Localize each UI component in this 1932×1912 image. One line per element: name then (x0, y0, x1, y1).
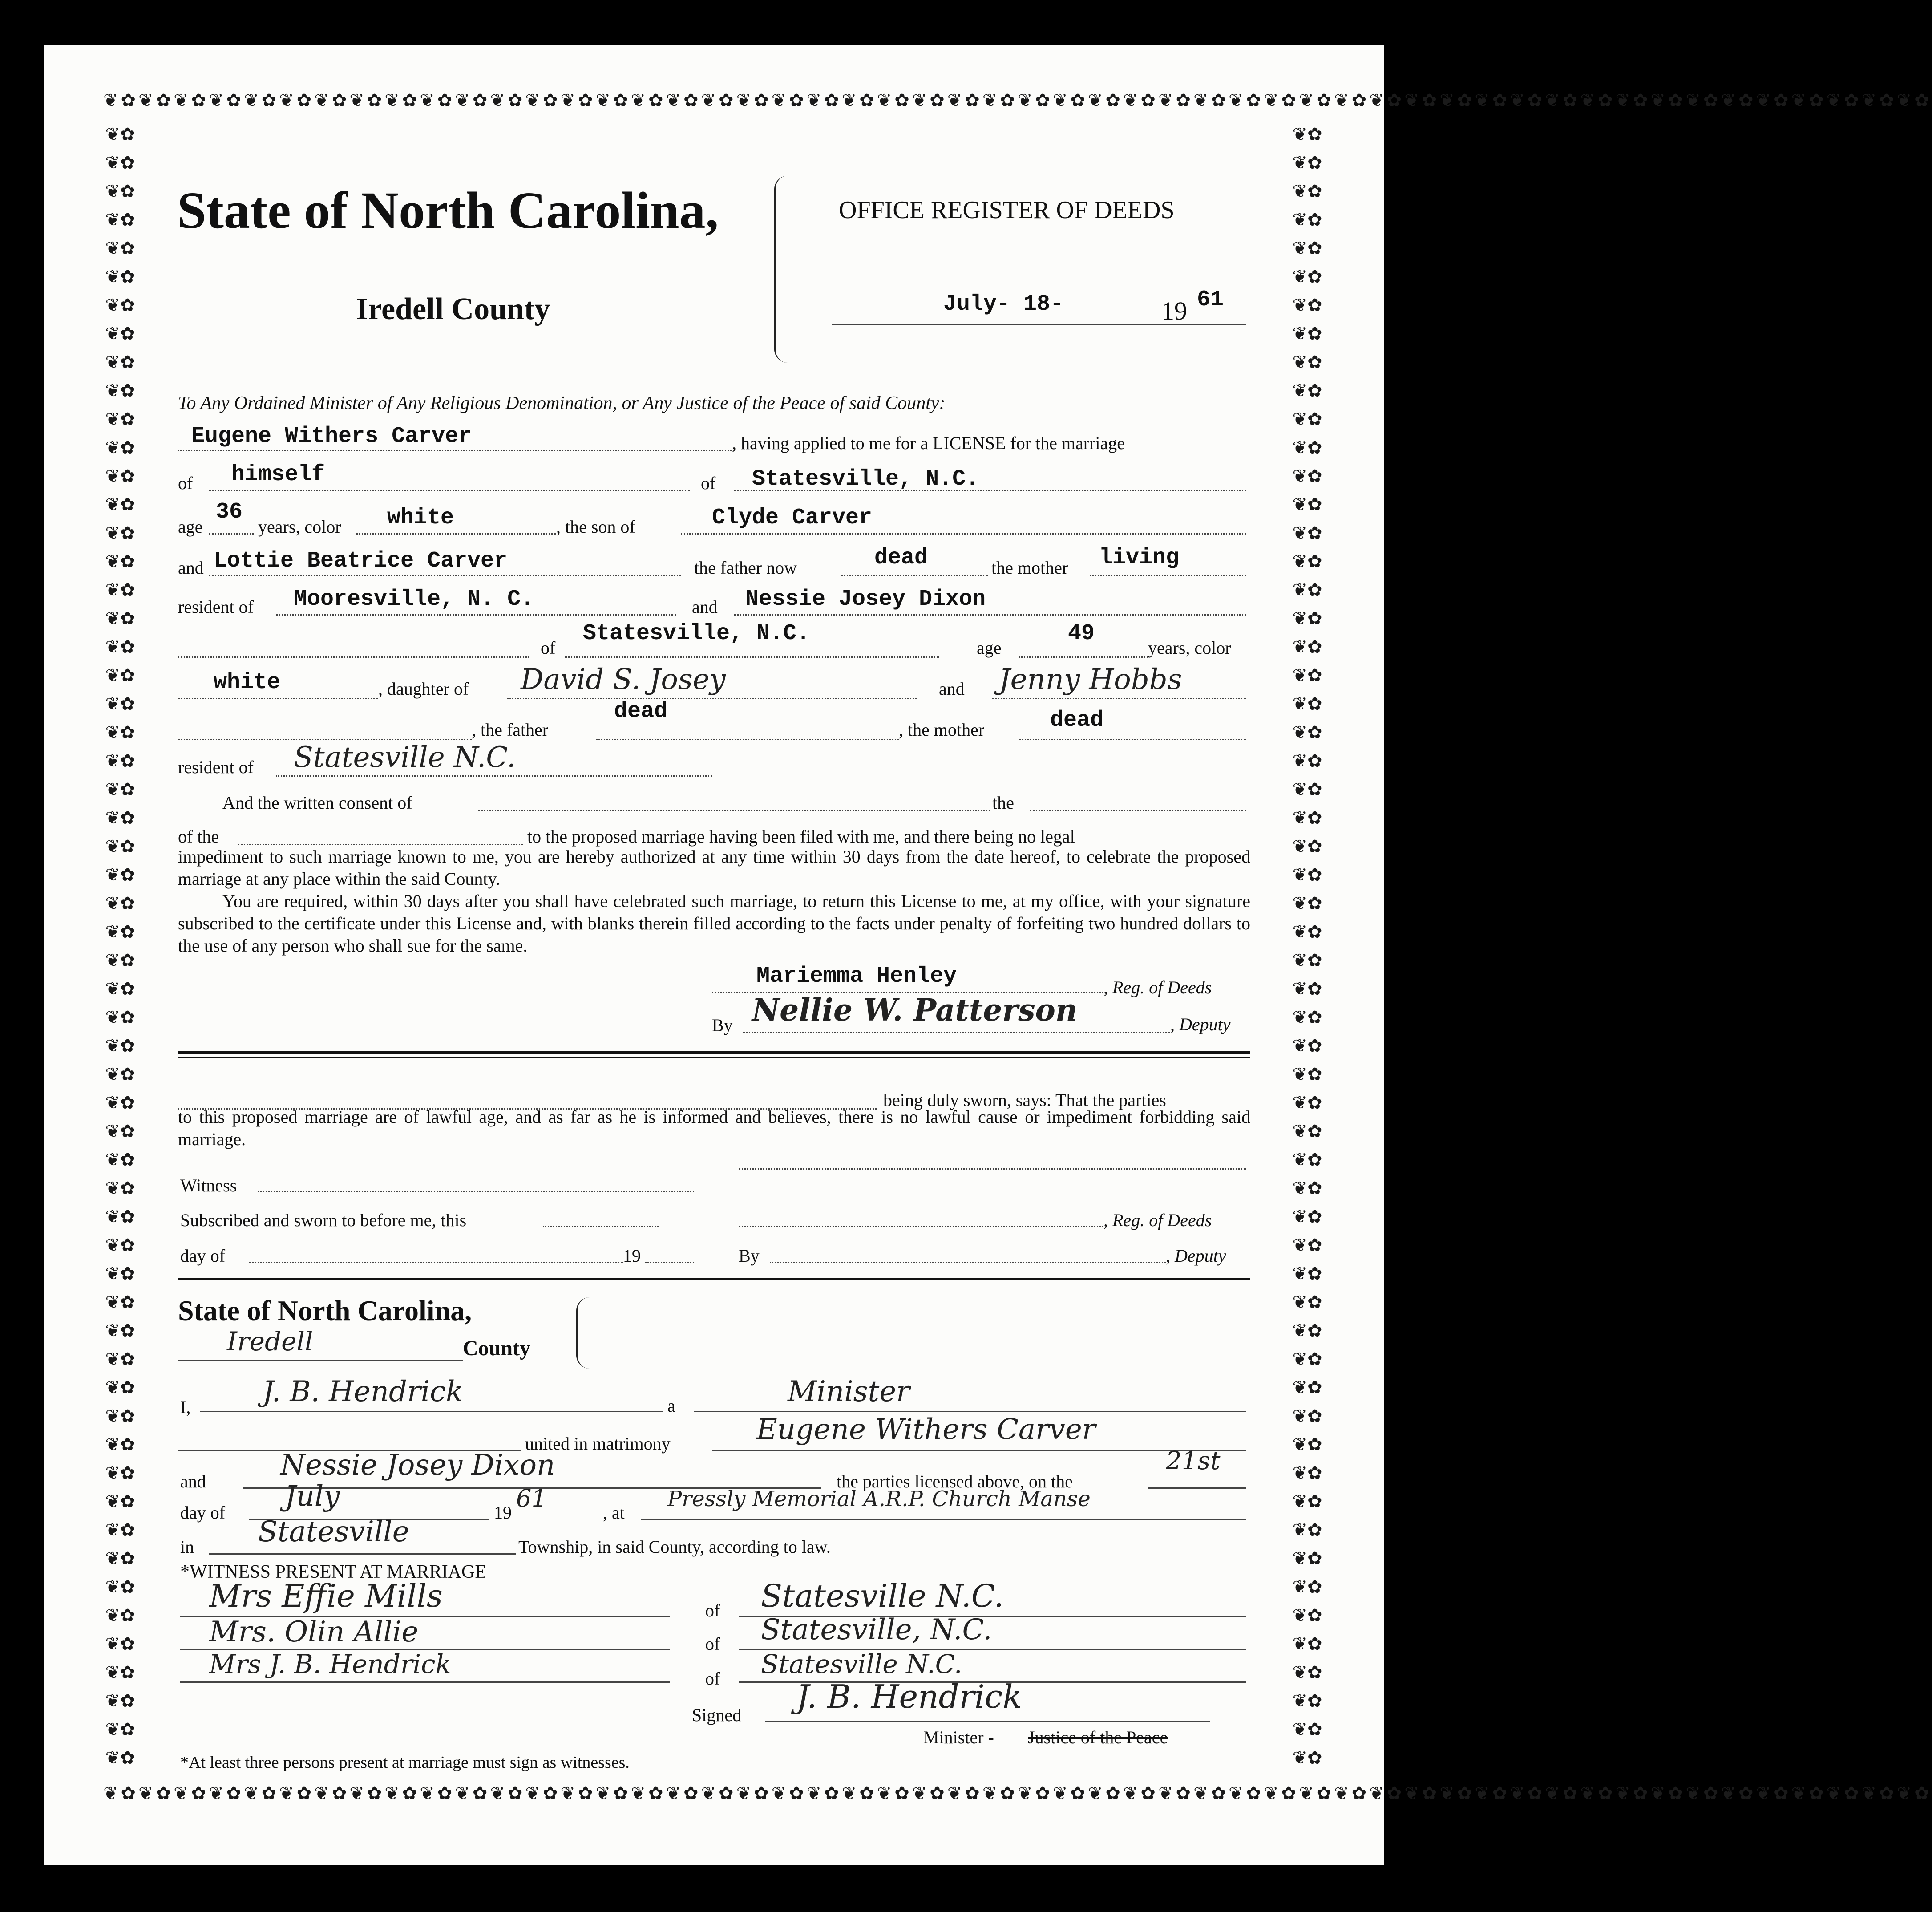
label: of (178, 473, 193, 493)
license-date: July- 18- (943, 292, 1064, 317)
line (992, 698, 1246, 699)
label: of (541, 638, 556, 658)
label: the mother (991, 558, 1068, 578)
bride-parents-residence: Statesville N.C. (294, 741, 516, 774)
line (841, 575, 988, 576)
line (178, 739, 472, 740)
line (276, 775, 712, 777)
bride-color: white (214, 670, 281, 695)
line (356, 533, 556, 535)
line (1148, 1487, 1246, 1489)
line (770, 1262, 1166, 1263)
line (180, 1681, 670, 1683)
label: Subscribed and sworn to before me, this (180, 1210, 467, 1230)
line (1090, 575, 1246, 576)
label: , Deputy (1170, 1014, 1231, 1034)
line (178, 656, 529, 658)
witness-city: Statesville N.C. (761, 1578, 1004, 1614)
deputy-signature: Nellie W. Patterson (752, 992, 1078, 1028)
label: , Deputy (1166, 1246, 1226, 1266)
groom-color: white (387, 505, 454, 531)
label: a (667, 1396, 675, 1416)
line (681, 533, 1246, 535)
line (258, 1191, 694, 1192)
bride-father: David S. Josey (521, 663, 726, 696)
marriage-place: Pressly Memorial A.R.P. Church Manse (667, 1487, 1091, 1511)
return-instructions: You are required, within 30 days after you shall have celebrated such marriage, to return this License to me, at my office, with your signature subscribed to the certificate under this License and, with blanks therein filled according to the facts under penalty of forfeiting two hundred dollars to the use of any person who shall sue for the same. (178, 891, 1250, 956)
bride-father-status: dead (614, 699, 668, 724)
label: , the father (472, 720, 549, 740)
officiant-name: J. B. Hendrick (263, 1375, 463, 1408)
label: and (692, 597, 718, 617)
label: , at (603, 1503, 625, 1523)
line (209, 1553, 516, 1555)
ornamental-border-bottom: ❦✿❦✿❦✿❦✿❦✿❦✿❦✿❦✿❦✿❦✿❦✿❦✿❦✿❦✿❦✿❦✿❦✿❦✿❦✿❦✿❦✿❦✿❦✿❦✿❦✿❦✿❦✿❦✿❦✿❦✿❦✿❦✿❦✿❦✿❦✿❦✿❦✿❦✿❦✿❦✿❦✿❦✿❦✿❦✿❦✿❦✿❦✿❦✿❦✿❦✿❦✿❦✿ (103, 1783, 1932, 1804)
line (249, 1262, 623, 1263)
witness-name: Mrs. Olin Allie (209, 1616, 419, 1649)
label: the (992, 793, 1014, 813)
line (1019, 656, 1148, 658)
line (478, 810, 990, 811)
line (200, 1411, 663, 1412)
bride-age: 49 (1068, 621, 1095, 646)
label: in (180, 1537, 194, 1557)
line (765, 1721, 1210, 1722)
label: of (701, 473, 716, 493)
line (178, 1360, 463, 1361)
marriage-year: 61 (516, 1484, 547, 1512)
line (276, 614, 676, 616)
date-line (832, 324, 1246, 325)
label: the parties licensed above, on the (837, 1471, 1073, 1491)
label: , Reg. of Deeds (1103, 977, 1212, 997)
line (739, 1226, 1103, 1227)
line (507, 698, 917, 699)
witness-heading: *WITNESS PRESENT AT MARRIAGE (180, 1562, 487, 1582)
line (743, 1032, 1170, 1033)
label: and (939, 679, 965, 699)
label: By (712, 1015, 733, 1035)
register-name: Mariemma Henley (756, 964, 957, 989)
line (734, 490, 1246, 491)
line (238, 844, 523, 845)
consent-label: And the written consent of (222, 793, 412, 813)
groom-age: 36 (216, 499, 243, 525)
authorization-text: impediment to such marriage known to me, you are hereby authorized at any time within 30 days from the date hereof, to celebrate the proposed marriage at any place within the said County. (178, 847, 1250, 889)
label: I, (180, 1397, 191, 1417)
applicant-name: Eugene Withers Carver (191, 424, 472, 449)
groom-father-status: dead (874, 545, 928, 571)
township-name: Statesville (258, 1515, 409, 1548)
county-heading: Iredell County (356, 292, 550, 326)
salutation: To Any Ordained Minister of Any Religious Denomination, or Any Justice of the Peace of said County: (178, 393, 946, 413)
section-divider-1 (178, 1051, 1250, 1054)
line (543, 1226, 659, 1227)
officiant-title: Minister (788, 1375, 910, 1408)
label: years, color (258, 517, 341, 537)
label: Township, in said County, according to law. (518, 1537, 831, 1557)
label: of (705, 1600, 720, 1620)
certificate-brace (576, 1297, 591, 1369)
line (565, 656, 939, 658)
label: of (705, 1669, 720, 1689)
label: day of (180, 1246, 226, 1266)
label: , daughter of (378, 679, 469, 699)
para1a: to the proposed marriage having been filed with me, and there being no legal (527, 826, 1075, 847)
witness-footnote: *At least three persons present at marriage must sign as witnesses. (180, 1753, 630, 1772)
minister-signature: J. B. Hendrick (796, 1678, 1022, 1715)
header-brace (774, 176, 789, 363)
label: Witness (180, 1175, 237, 1195)
year-prefix: 19 (1161, 296, 1187, 325)
line (209, 490, 690, 491)
label: age (178, 517, 203, 537)
section-divider-2 (178, 1278, 1250, 1280)
affidavit-text: to this proposed marriage are of lawful age, and as far as he is informed and believes, there is no lawful cause or impediment forbidding said marriage. (178, 1107, 1250, 1149)
groom-parents-residence: Mooresville, N. C. (294, 587, 534, 612)
bride-mother-status: dead (1050, 708, 1104, 733)
label: age (977, 638, 1002, 658)
groom-city: Statesville, N.C. (752, 466, 979, 492)
bride-mother: Jenny Hobbs (999, 663, 1182, 696)
section-divider-1b (178, 1057, 1250, 1058)
witness-city: Statesville, N.C. (761, 1613, 992, 1646)
label: and (180, 1471, 206, 1491)
label: Signed (692, 1705, 742, 1725)
office-heading: OFFICE REGISTER OF DEEDS (839, 196, 1175, 224)
line (178, 450, 734, 451)
label: of (705, 1634, 720, 1654)
line (641, 1519, 1246, 1520)
ornamental-border-right: ❦✿❦✿❦✿❦✿❦✿❦✿❦✿❦✿❦✿❦✿❦✿❦✿❦✿❦✿❦✿❦✿❦✿❦✿❦✿❦✿❦✿❦✿❦✿❦✿❦✿❦✿❦✿❦✿❦✿❦✿❦✿❦✿❦✿❦✿❦✿❦✿❦✿❦✿❦✿❦✿❦✿❦✿❦✿❦✿❦✿❦✿❦✿❦✿❦✿❦✿❦✿❦✿❦✿❦✿❦✿❦✿❦✿❦✿ (1292, 124, 1322, 1768)
certificate-groom: Eugene Withers Carver (756, 1413, 1096, 1446)
line (739, 1168, 1246, 1170)
label: , the mother (899, 720, 985, 740)
line (645, 1262, 694, 1263)
witness-name: Mrs J. B. Hendrick (209, 1649, 451, 1679)
bride-city: Statesville, N.C. (583, 621, 810, 646)
witness-city: Statesville N.C. (761, 1649, 962, 1679)
state-heading: State of North Carolina, (177, 181, 719, 239)
marriage-day: 21st (1166, 1446, 1221, 1475)
label: , Reg. of Deeds (1103, 1210, 1212, 1230)
line (209, 575, 681, 576)
line (1030, 810, 1246, 811)
label: day of (180, 1503, 226, 1523)
certificate-state: State of North Carolina, (178, 1295, 472, 1326)
label: , the son of (556, 517, 635, 537)
line (596, 739, 899, 740)
label: 19 (494, 1503, 512, 1523)
label: of the (178, 826, 219, 847)
label: County (463, 1337, 531, 1360)
label: united in matrimony (525, 1434, 671, 1454)
line (178, 698, 378, 699)
certificate-county: Iredell (227, 1326, 313, 1357)
applied-text: , having applied to me for a LICENSE for the marriage (732, 433, 1125, 453)
line (734, 614, 1246, 616)
groom-mother-status: living (1099, 545, 1180, 571)
witness-name: Mrs Effie Mills (209, 1578, 443, 1614)
certificate-bride: Nessie Josey Dixon (280, 1449, 555, 1482)
label: the father now (694, 558, 797, 578)
label: and (178, 558, 204, 578)
label: Minister - (923, 1727, 994, 1747)
label: 19 (623, 1246, 641, 1266)
ornamental-border-top: ❦✿❦✿❦✿❦✿❦✿❦✿❦✿❦✿❦✿❦✿❦✿❦✿❦✿❦✿❦✿❦✿❦✿❦✿❦✿❦✿❦✿❦✿❦✿❦✿❦✿❦✿❦✿❦✿❦✿❦✿❦✿❦✿❦✿❦✿❦✿❦✿❦✿❦✿❦✿❦✿❦✿❦✿❦✿❦✿❦✿❦✿❦✿❦✿❦✿❦✿❦✿❦✿ (103, 90, 1932, 111)
bride-name: Nessie Josey Dixon (745, 587, 986, 612)
groom-reference: himself (231, 462, 325, 487)
license-year: 61 (1197, 287, 1224, 312)
sworn-text: being duly sworn, says: That the parties (883, 1090, 1166, 1110)
line (209, 533, 254, 535)
struck-justice-label: Justice of the Peace (1028, 1727, 1168, 1747)
groom-father: Clyde Carver (712, 505, 873, 531)
label: By (739, 1246, 760, 1266)
label: resident of (178, 757, 254, 777)
marriage-month: July (285, 1480, 340, 1513)
line (694, 1411, 1246, 1412)
label: resident of (178, 597, 254, 617)
line (1019, 739, 1246, 740)
ornamental-border-left: ❦✿❦✿❦✿❦✿❦✿❦✿❦✿❦✿❦✿❦✿❦✿❦✿❦✿❦✿❦✿❦✿❦✿❦✿❦✿❦✿❦✿❦✿❦✿❦✿❦✿❦✿❦✿❦✿❦✿❦✿❦✿❦✿❦✿❦✿❦✿❦✿❦✿❦✿❦✿❦✿❦✿❦✿❦✿❦✿❦✿❦✿❦✿❦✿❦✿❦✿❦✿❦✿❦✿❦✿❦✿❦✿❦✿❦✿ (105, 124, 135, 1768)
label: years, color (1148, 638, 1231, 658)
groom-mother: Lottie Beatrice Carver (214, 548, 508, 574)
